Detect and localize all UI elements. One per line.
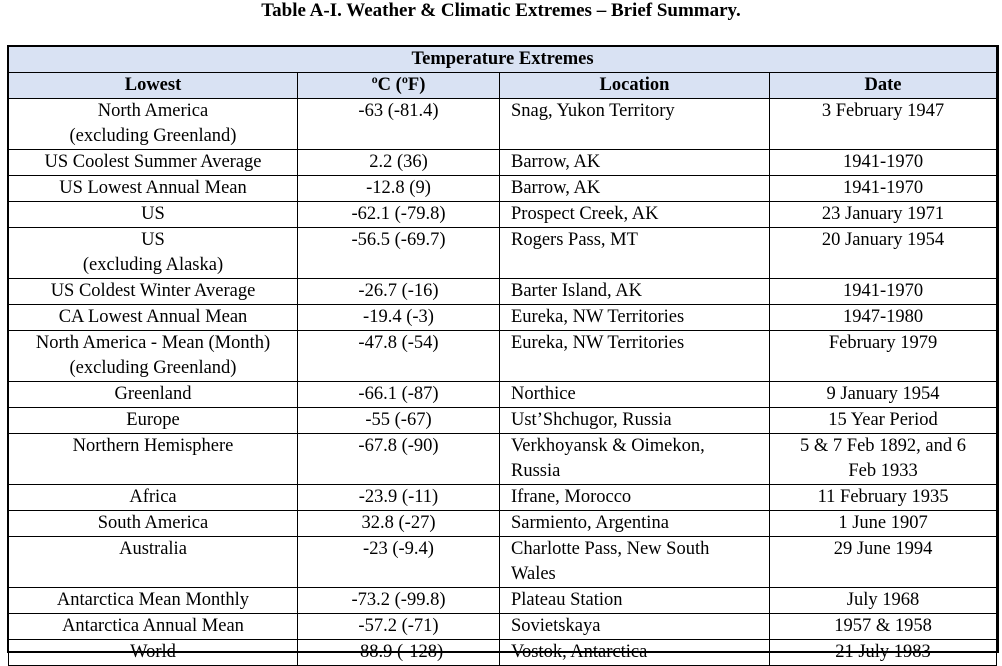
table-row: [9, 434, 997, 485]
cell-location: [500, 511, 770, 537]
cell-location: [500, 150, 770, 176]
cell-location: [500, 434, 770, 485]
column-header-lowest: Lowest: [9, 73, 298, 99]
cell-location-line: Barrow, AK: [511, 178, 601, 198]
section-title: Temperature Extremes: [9, 47, 997, 73]
cell-lowest: [9, 228, 298, 279]
cell-lowest: [9, 99, 298, 150]
cell-location-line: Eureka, NW Territories: [511, 307, 685, 327]
cell-temperature: -73.2 (-99.8): [298, 588, 500, 614]
cell-lowest: [9, 511, 298, 537]
cell-temperature: -66.1 (-87): [298, 382, 500, 408]
cell-date-line: 23 January 1971: [821, 204, 945, 224]
cell-lowest: [9, 279, 298, 305]
cell-date: [770, 408, 997, 434]
cell-lowest-line: South America: [97, 513, 209, 533]
column-header-row: [9, 73, 997, 99]
cell-temperature: -57.2 (-71): [298, 614, 500, 640]
cell-lowest-line: Northern Hemisphere: [72, 436, 234, 456]
table-row: [9, 511, 997, 537]
table-row: [9, 99, 997, 150]
cell-lowest-line: Antarctica Mean Monthly: [56, 590, 250, 610]
cell-lowest: [9, 202, 298, 228]
cell-date-line: 5 & 7 Feb 1892, and 6: [800, 436, 967, 456]
cell-date: [770, 511, 997, 537]
table-row: [9, 408, 997, 434]
temperature-extremes-table: [8, 46, 997, 666]
cell-date-line: 29 June 1994: [833, 539, 933, 559]
cell-location-line: Sovietskaya: [511, 616, 601, 636]
cell-temperature: -19.4 (-3): [298, 305, 500, 331]
cell-lowest: [9, 176, 298, 202]
cell-location-line: Rogers Pass, MT: [511, 230, 638, 250]
cell-lowest-line: CA Lowest Annual Mean: [58, 307, 248, 327]
cell-location: [500, 176, 770, 202]
cell-date: [770, 434, 997, 485]
cell-location-line: Ust’Shchugor, Russia: [511, 410, 672, 430]
cell-location-line: Vostok, Antarctica: [511, 642, 648, 662]
cell-temperature: 2.2 (36): [298, 150, 500, 176]
cell-lowest-line: Antarctica Annual Mean: [62, 616, 244, 636]
cell-date: [770, 279, 997, 305]
cell-date-line: 9 January 1954: [826, 384, 940, 404]
table-row: [9, 485, 997, 511]
cell-lowest-line: World: [130, 642, 176, 662]
cell-temperature: -47.8 (-54): [298, 331, 500, 382]
cell-date-line: 1941-1970: [842, 152, 924, 172]
cell-lowest-line: Australia: [119, 539, 187, 559]
cell-lowest: [9, 434, 298, 485]
cell-lowest-line: (excluding Alaska): [82, 255, 224, 275]
cell-lowest-line: (excluding Greenland): [69, 358, 237, 378]
table-row: [9, 279, 997, 305]
cell-lowest-line: North America: [97, 101, 209, 121]
cell-date: [770, 382, 997, 408]
cell-date-line: 20 January 1954: [821, 230, 945, 250]
cell-temperature: -55 (-67): [298, 408, 500, 434]
cell-date: [770, 537, 997, 588]
cell-date: [770, 305, 997, 331]
cell-date-line: 1957 & 1958: [834, 616, 932, 636]
cell-lowest: [9, 150, 298, 176]
cell-lowest: [9, 382, 298, 408]
cell-location-line: Ifrane, Morocco: [511, 487, 632, 507]
table-row: [9, 228, 997, 279]
cell-date-line: 15 Year Period: [828, 410, 938, 430]
table-row: [9, 305, 997, 331]
cell-location: [500, 537, 770, 588]
cell-lowest-line: US: [141, 230, 165, 250]
cell-location: [500, 202, 770, 228]
cell-lowest: [9, 331, 298, 382]
cell-temperature: -62.1 (-79.8): [298, 202, 500, 228]
cell-location-line: Northice: [511, 384, 576, 404]
cell-date-line: 1 June 1907: [838, 513, 928, 533]
cell-date: [770, 99, 997, 150]
cell-date: [770, 202, 997, 228]
column-header-temperature: ºC (ºF): [298, 73, 500, 99]
cell-date: [770, 228, 997, 279]
cell-location-line: Charlotte Pass, New South: [511, 539, 710, 559]
cell-temperature: -88.9 (-128): [298, 640, 500, 666]
cell-location-line: Snag, Yukon Territory: [511, 101, 675, 121]
cell-lowest: [9, 588, 298, 614]
cell-location-line: Barrow, AK: [511, 152, 601, 172]
cell-location: [500, 331, 770, 382]
cell-location-line: Wales: [511, 564, 556, 584]
cell-date: [770, 176, 997, 202]
cell-temperature: -23.9 (-11): [298, 485, 500, 511]
cell-lowest-line: Europe: [126, 410, 180, 430]
cell-location: [500, 485, 770, 511]
cell-location-line: Verkhoyansk & Oimekon,: [511, 436, 705, 456]
cell-lowest: [9, 485, 298, 511]
cell-date: [770, 614, 997, 640]
cell-location-line: Russia: [511, 461, 561, 481]
cell-date: [770, 150, 997, 176]
cell-date: [770, 485, 997, 511]
cell-lowest-line: North America - Mean (Month): [35, 333, 271, 353]
table-row: [9, 202, 997, 228]
table-row: [9, 150, 997, 176]
cell-lowest: [9, 537, 298, 588]
cell-location-line: Prospect Creek, AK: [511, 204, 659, 224]
cell-date: [770, 331, 997, 382]
cell-temperature: -12.8 (9): [298, 176, 500, 202]
cell-lowest: [9, 305, 298, 331]
cell-location: [500, 408, 770, 434]
table-caption: Table A-I. Weather & Climatic Extremes – Brief Summary.: [261, 0, 741, 21]
cell-location-line: Eureka, NW Territories: [511, 333, 685, 353]
cell-date-line: 11 February 1935: [817, 487, 949, 507]
cell-lowest: [9, 614, 298, 640]
column-header-date: Date: [770, 73, 997, 99]
cell-lowest-line: US: [141, 204, 165, 224]
table-row: [9, 588, 997, 614]
cell-date-line: 21 July 1983: [835, 642, 931, 662]
cell-location-line: Barter Island, AK: [511, 281, 643, 301]
column-header-location: Location: [500, 73, 770, 99]
table-body: [9, 99, 997, 666]
cell-lowest-line: US Coldest Winter Average: [50, 281, 256, 301]
table-row: [9, 537, 997, 588]
cell-location: [500, 305, 770, 331]
cell-date-line: 1947-1980: [842, 307, 924, 327]
cell-lowest-line: US Coolest Summer Average: [44, 152, 262, 172]
cell-location: [500, 99, 770, 150]
cell-lowest-line: (excluding Greenland): [69, 126, 237, 146]
cell-temperature: -26.7 (-16): [298, 279, 500, 305]
table-row: [9, 331, 997, 382]
cell-location: [500, 228, 770, 279]
cell-location-line: Sarmiento, Argentina: [511, 513, 669, 533]
cell-temperature: -63 (-81.4): [298, 99, 500, 150]
cell-location-line: Plateau Station: [511, 590, 623, 610]
cell-date-line: 1941-1970: [842, 281, 924, 301]
cell-lowest-line: US Lowest Annual Mean: [59, 178, 247, 198]
cell-date-line: February 1979: [828, 333, 938, 353]
cell-location: [500, 279, 770, 305]
cell-lowest-line: Africa: [129, 487, 177, 507]
cell-temperature: -67.8 (-90): [298, 434, 500, 485]
cell-date-line: 3 February 1947: [821, 101, 945, 121]
section-header-row: [9, 47, 997, 73]
cell-location: [500, 382, 770, 408]
cell-location: [500, 588, 770, 614]
table-row: [9, 382, 997, 408]
cell-date-line: Feb 1933: [848, 461, 918, 481]
cell-location: [500, 614, 770, 640]
cell-date-line: July 1968: [846, 590, 920, 610]
cell-date-line: 1941-1970: [842, 178, 924, 198]
table-row: [9, 614, 997, 640]
cell-lowest-line: Greenland: [114, 384, 192, 404]
cell-temperature: 32.8 (-27): [298, 511, 500, 537]
cell-lowest: [9, 408, 298, 434]
cell-temperature: -56.5 (-69.7): [298, 228, 500, 279]
cell-temperature: -23 (-9.4): [298, 537, 500, 588]
table-row: [9, 176, 997, 202]
cell-date: [770, 588, 997, 614]
